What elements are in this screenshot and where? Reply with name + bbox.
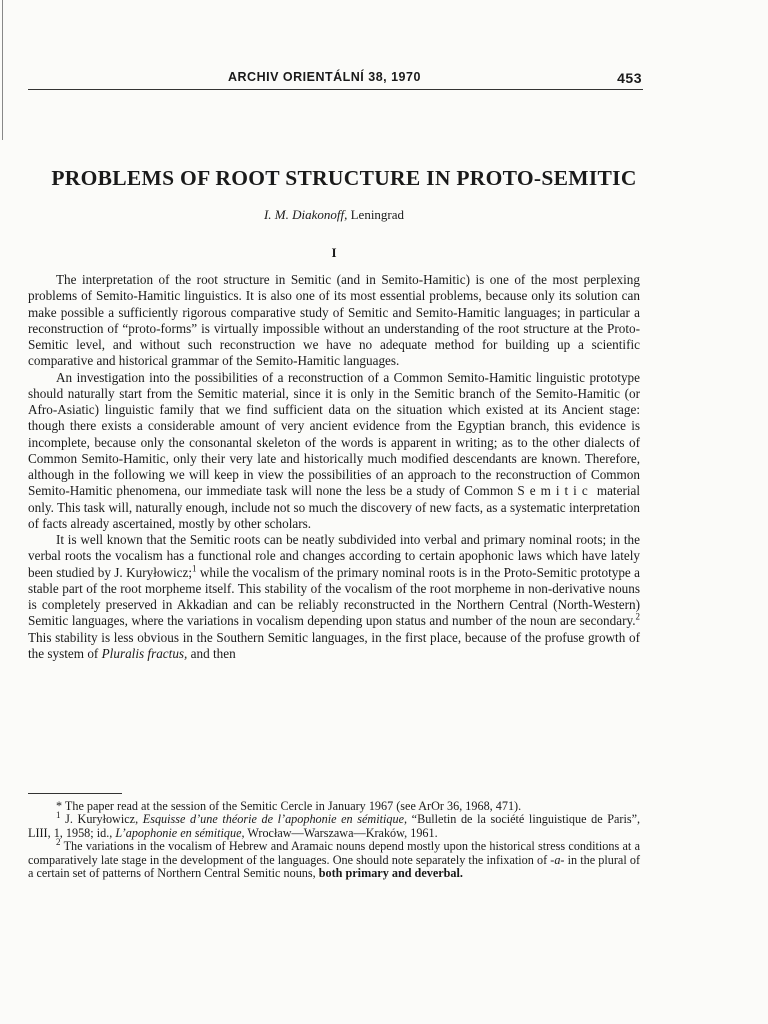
paragraph-3-part-a: It is well known that the Semitic roots can be neatly subdivided into verbal and primary nominal roots; in the verbal roots the vocalism has a functional role and changes according to certain apophonic laws which have lately been studied by J. Kuryłowicz;	[28, 532, 640, 580]
footnote-1-part-a: J. Kuryłowicz,	[65, 812, 139, 827]
journal-running-title: ARCHIV ORIENTÁLNÍ 38, 1970	[228, 70, 421, 84]
footnote-1-part-c: Wrocław—Warszawa—Kraków, 1961.	[247, 825, 438, 840]
paragraph-3-part-d: and then	[190, 645, 236, 661]
spaced-word: Semitic	[517, 483, 593, 499]
article-title: PROBLEMS OF ROOT STRUCTURE IN PROTO-SEMITIC	[51, 166, 637, 190]
paragraph-3-part-b: while the vocalism of the primary nominal roots is in the Proto-Semitic prototype a stable part of the root morpheme itself. This stability of the vocalism of the root morpheme in non-derivative nouns is completely preserved in Akkadian and can be reliably reconstructed in the Northern Central (North-Western) Semitic languages, where the variations in vocalism depending upon status and number of the noun are secondary.	[28, 564, 640, 629]
footnote-2-bold: both primary and deverbal.	[318, 866, 463, 881]
italic-term: Pluralis fractus,	[101, 645, 188, 661]
footnote-2-part-a: The variations in the vocalism of Hebrew and Aramaic nouns depend mostly upon the historical stress conditions at a comparatively late stage in the development of the languages. One should note separately the infixation of	[28, 839, 640, 867]
footnote-1	[28, 810, 641, 840]
footnotes	[28, 800, 640, 880]
paragraph-2	[28, 370, 640, 533]
footnote-rule	[28, 793, 122, 794]
footnote-1-title-2: L’apophonie en sémitique,	[115, 825, 245, 840]
binding-edge-line	[2, 0, 3, 140]
footnote-star: * The paper read at the session of the Semitic Cercle in January 1967 (see ArOr 36, 1968, 471).	[56, 799, 522, 813]
footnote-1-marker: 1	[56, 810, 61, 821]
running-head	[30, 70, 642, 86]
author-name: I. M. Diakonoff,	[263, 207, 348, 222]
header-rule	[28, 89, 643, 90]
footnote-ref-2: 2	[635, 611, 640, 622]
paragraph-1: The interpretation of the root structure in Semitic (and in Semito-Hamitic) is one of the most perplexing problems of Semito-Hamitic linguistics. It is also one of its most essential problems, because only its solution can make possible a sufficiently rigorous comparative study of Semitic and Semito-Hamitic languages; in particular a reconstruction of “proto-forms” is virtually impossible without an understanding of the root structure at the Proto-Semitic level, and without such reconstruction we have no adequate method for building up a scientific comparative and historical grammar of the Semito-Hamitic languages.	[28, 272, 640, 369]
footnote-2-part-b: in the plural of a certain set of patterns of Northern Central Semitic nouns,	[28, 852, 640, 881]
body-text	[28, 272, 640, 662]
paragraph-3	[28, 532, 640, 662]
footnote-2-italic: -a-	[550, 852, 565, 867]
section-number: I	[331, 245, 337, 260]
paragraph-2-text: An investigation into the possibilities of a reconstruction of a Common Semito-Hamitic linguistic prototype should naturally start from the Semitic material, since it is only in the Semitic branch of the Semito-Hamitic (or Afro-Asiatic) linguistic family that we find sufficient data on the situation which existed at its Ancient stage: though there exists a considerable amount of very ancient evidence from the Egyptian branch, this evidence is incomplete, because only the consonantal skeleton of the words is apparent in writing; as to the other dialects of Common Semito-Hamitic, only their very late and historically much modified descendants are known. Therefore, although in the following we will keep in view the possibilities of an approach to the reconstruction of Common Semito-Hamitic phenomena, our immediate task will none the less be a study of Common	[28, 369, 640, 499]
footnote-1-title-1: Esquisse d’une théorie de l’apophonie en sémitique,	[142, 812, 408, 827]
page-number: 453	[617, 70, 642, 86]
footnote-ref-1: 1	[192, 563, 197, 574]
paragraph-3-part-c: This stability is less obvious in the Southern Semitic languages, in the first place, because of the profuse growth of the system of	[28, 629, 640, 661]
paragraph-2-end: material only. This task will, naturally enough, include not so much the discovery of new facts, as a systematic interpretation of facts already ascertained, mostly by other scholars.	[28, 483, 641, 531]
footnote-2	[28, 837, 640, 881]
byline	[0, 207, 668, 223]
author-location: Leningrad	[350, 207, 405, 222]
footnote-1-part-b: “Bulletin de la société linguistique de Paris”, LIII, 1, 1958; id.,	[28, 812, 641, 840]
footnote-2-marker: 2	[56, 837, 61, 848]
